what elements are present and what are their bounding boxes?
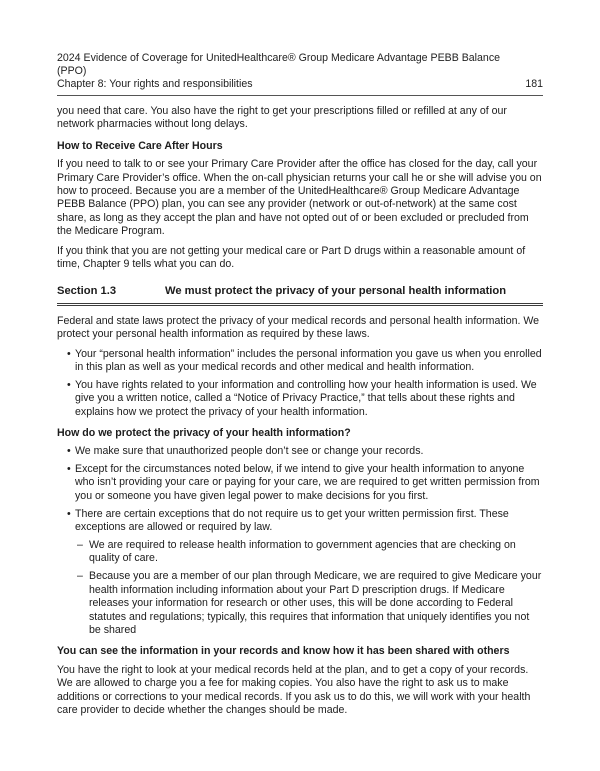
section-heading-1-3 <box>57 285 543 305</box>
section-number: Section 1.3 <box>57 285 117 298</box>
bullet-item-rights-notice <box>57 379 543 419</box>
bullet-text: Your “personal health information” includes the personal information you gave us when you enrolled in this plan as well as your medical records and other medical and health information. <box>75 347 542 374</box>
chapter-title: Chapter 8: Your rights and responsibilities <box>57 78 253 90</box>
dash-marker: – <box>77 539 83 552</box>
page-content <box>57 105 543 717</box>
section-title: We must protect the privacy of your personal health information <box>165 285 507 298</box>
bullet-text: Except for the circumstances noted below, if we intend to give your health information to anyone who isn’t providing your care or paying for your care, we are required to get written permission from you or someone you have given legal power to make decisions for you first. <box>75 463 540 502</box>
paragraph-privacy-laws: Federal and state laws protect the privacy of your medical records and personal health information. We protect your personal health information as required by these laws. <box>57 314 540 341</box>
paragraph-continued: you need that care. You also have the right to get your prescriptions filled or refilled at any of our network pharmacies without long delays. <box>57 105 507 131</box>
bullet-marker: • <box>67 347 71 360</box>
document-title-line1: 2024 Evidence of Coverage for UnitedHealthcare® Group Medicare Advantage PEBB Balance <box>57 52 501 64</box>
bullet-text: There are certain exceptions that do not require us to get your written permission first. These exceptions are allowed or required by law. <box>75 507 509 534</box>
bullet-item-unauthorized <box>57 445 543 458</box>
bullet-marker: • <box>67 463 71 476</box>
paragraph-look-at-records: You have the right to look at your medical records held at the plan, and to get a copy of your records. We are allowed to charge you a fee for making copies. You also have the right to ask us to make additions or corrections to your medical records. If you ask us to do this, we will work with your health care provider to decide whether the changes should be made. <box>57 663 531 717</box>
dash-text: We are required to release health information to government agencies that are checking on quality of care. <box>89 539 516 565</box>
bullet-item-exceptions <box>57 508 543 535</box>
bullet-text: We make sure that unauthorized people don’t see or change your records. <box>75 445 424 458</box>
subheading-how-we-protect: How do we protect the privacy of your health information? <box>57 427 351 440</box>
dash-item-medicare-info <box>57 570 543 637</box>
dash-text: Because you are a member of our plan through Medicare, we are required to give Medicare your health information including information about your Part D prescription drugs. If Medicare releases your information for research or other uses, this will be done according to Federal statutes and regulations; typically, this requires that information that uniquely identifies you not be shared <box>89 570 542 636</box>
bullet-marker: • <box>67 507 71 520</box>
page-header <box>57 52 543 96</box>
page-number: 181 <box>525 78 543 90</box>
bullet-item-personal-health-info <box>57 348 543 375</box>
subheading-see-your-records: You can see the information in your records and know how it has been shared with others <box>57 645 510 658</box>
bullet-marker: • <box>67 445 71 458</box>
document-title-line2: (PPO) <box>57 65 87 77</box>
header-chapter-row <box>57 78 543 91</box>
dash-marker: – <box>77 570 83 583</box>
bullet-text: You have rights related to your information and controlling how your health information is used. We give you a written notice, called a “Notice of Privacy Practice,” that tells about these rights and explains how we protect the privacy of your health information. <box>75 379 537 418</box>
bullet-marker: • <box>67 379 71 391</box>
subheading-care-after-hours: How to Receive Care After Hours <box>57 139 223 152</box>
paragraph-chapter9: If you think that you are not getting your medical care or Part D drugs within a reasonable amount of time, Chapter 9 tells what you can do. <box>57 244 526 271</box>
paragraph-after-hours: If you need to talk to or see your Primary Care Provider after the office has closed for the day, call your Primary Care Provider’s office. When the on-call physician returns your call he or she will advise you on how to proceed. Because you are a member of the UnitedHealthcare® Group Medicare Advantage PEBB Balance (PPO) plan, you can see any provider (network or out-of-network) at the same cost share, as long as they accept the plan and have not opted out of or been excluded or precluded from the Medicare Program. <box>57 158 542 238</box>
header-divider <box>57 95 543 96</box>
bullet-item-written-permission <box>57 463 543 503</box>
dash-item-government-agencies <box>57 539 543 566</box>
